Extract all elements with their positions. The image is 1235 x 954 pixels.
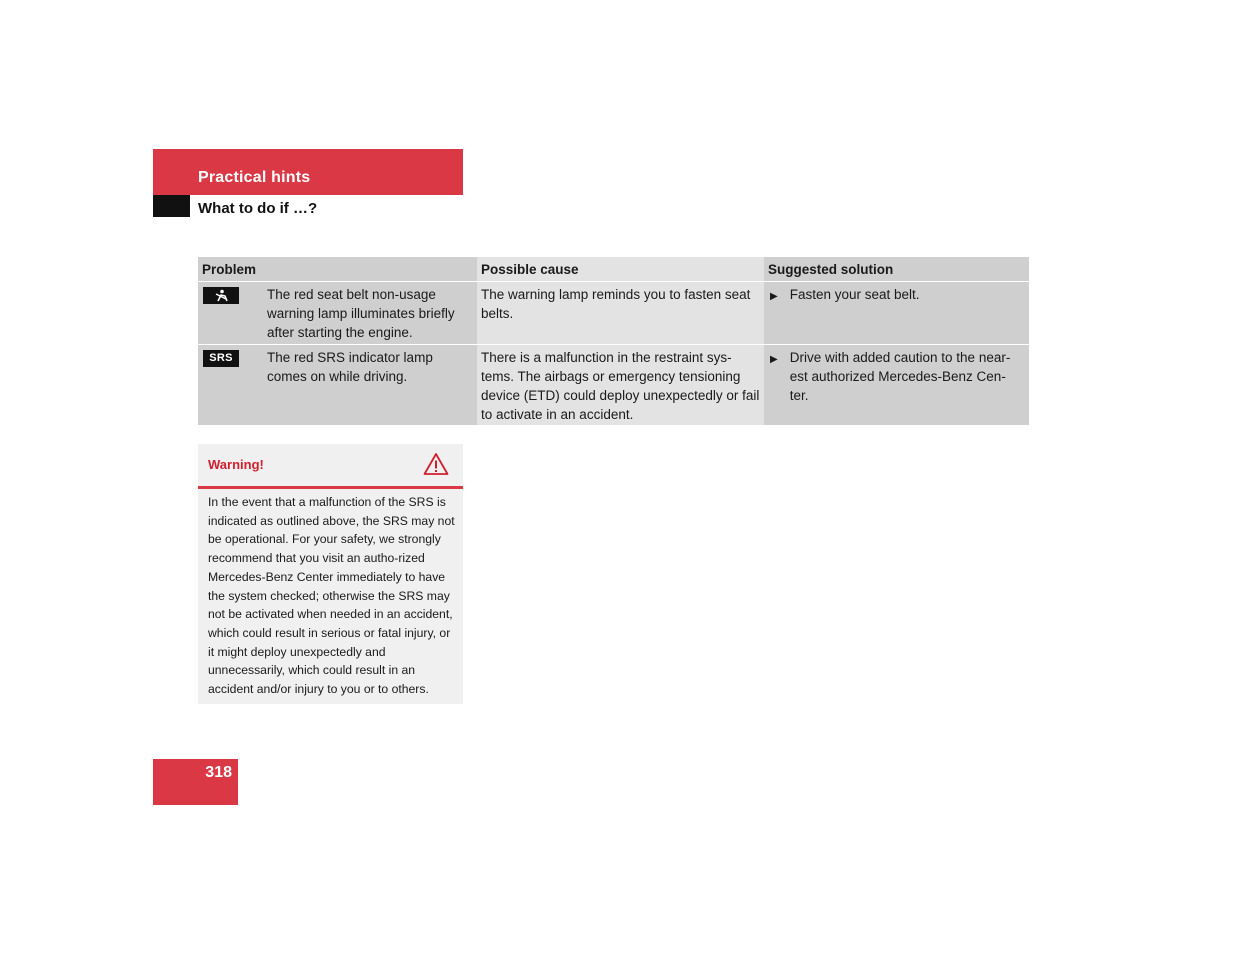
solution-cell [764, 282, 1029, 344]
solution-cell [764, 345, 1029, 425]
warning-text: In the event that a malfunction of the SRS is indicated as outlined above, the SRS may not be operational. For your safety, we strongly recommend that you visit an autho-rized Mercedes-Benz Center immediately to have the system checked; otherwise the SRS may not be activated when needed in an accident, which could result in serious or fatal injury, or it might deploy unexpectedly and unnecessarily, which could result in an accident and/or injury to you or to others. [208, 495, 455, 697]
problem-text: The red SRS indicator lamp comes on while driving. [267, 350, 433, 384]
solution-text: Fasten your seat belt. [789, 287, 920, 302]
column-header-solution: Suggested solution [764, 257, 1029, 281]
solution-text: Drive with added caution to the near-est authorized Mercedes-Benz Cen-ter. [789, 350, 1011, 403]
problem-text: The red seat belt non-usage warning lamp illuminates briefly after starting the engine. [267, 287, 455, 340]
warning-triangle-icon [423, 452, 449, 476]
table-row [198, 345, 1029, 425]
page-number-box [153, 759, 238, 805]
table-row [198, 282, 1029, 345]
column-header-problem: Problem [198, 257, 477, 281]
page-subtitle: What to do if …? [198, 200, 318, 217]
cause-cell: The warning lamp reminds you to fasten seat belts. [477, 282, 764, 344]
warning-title: Warning! [208, 457, 264, 472]
section-title: Practical hints [198, 169, 311, 186]
bullet-arrow-icon: ▶ [770, 354, 778, 365]
bullet-arrow-icon: ▶ [770, 291, 778, 302]
troubleshooting-table [198, 257, 1029, 425]
table-header-row [198, 257, 1029, 282]
warning-box [198, 444, 463, 704]
column-header-cause: Possible cause [477, 257, 764, 281]
section-tab-marker [153, 195, 190, 217]
page-number: 318 [205, 764, 232, 781]
problem-cell [198, 282, 477, 344]
srs-indicator-icon: SRS [203, 350, 239, 367]
problem-cell [198, 345, 477, 425]
warning-header [198, 444, 463, 489]
seat-belt-warning-icon [203, 287, 239, 304]
cause-cell: There is a malfunction in the restraint sys-tems. The airbags or emergency tensioning device (ETD) could deploy unexpectedly or fail to activate in an accident. [477, 345, 764, 425]
